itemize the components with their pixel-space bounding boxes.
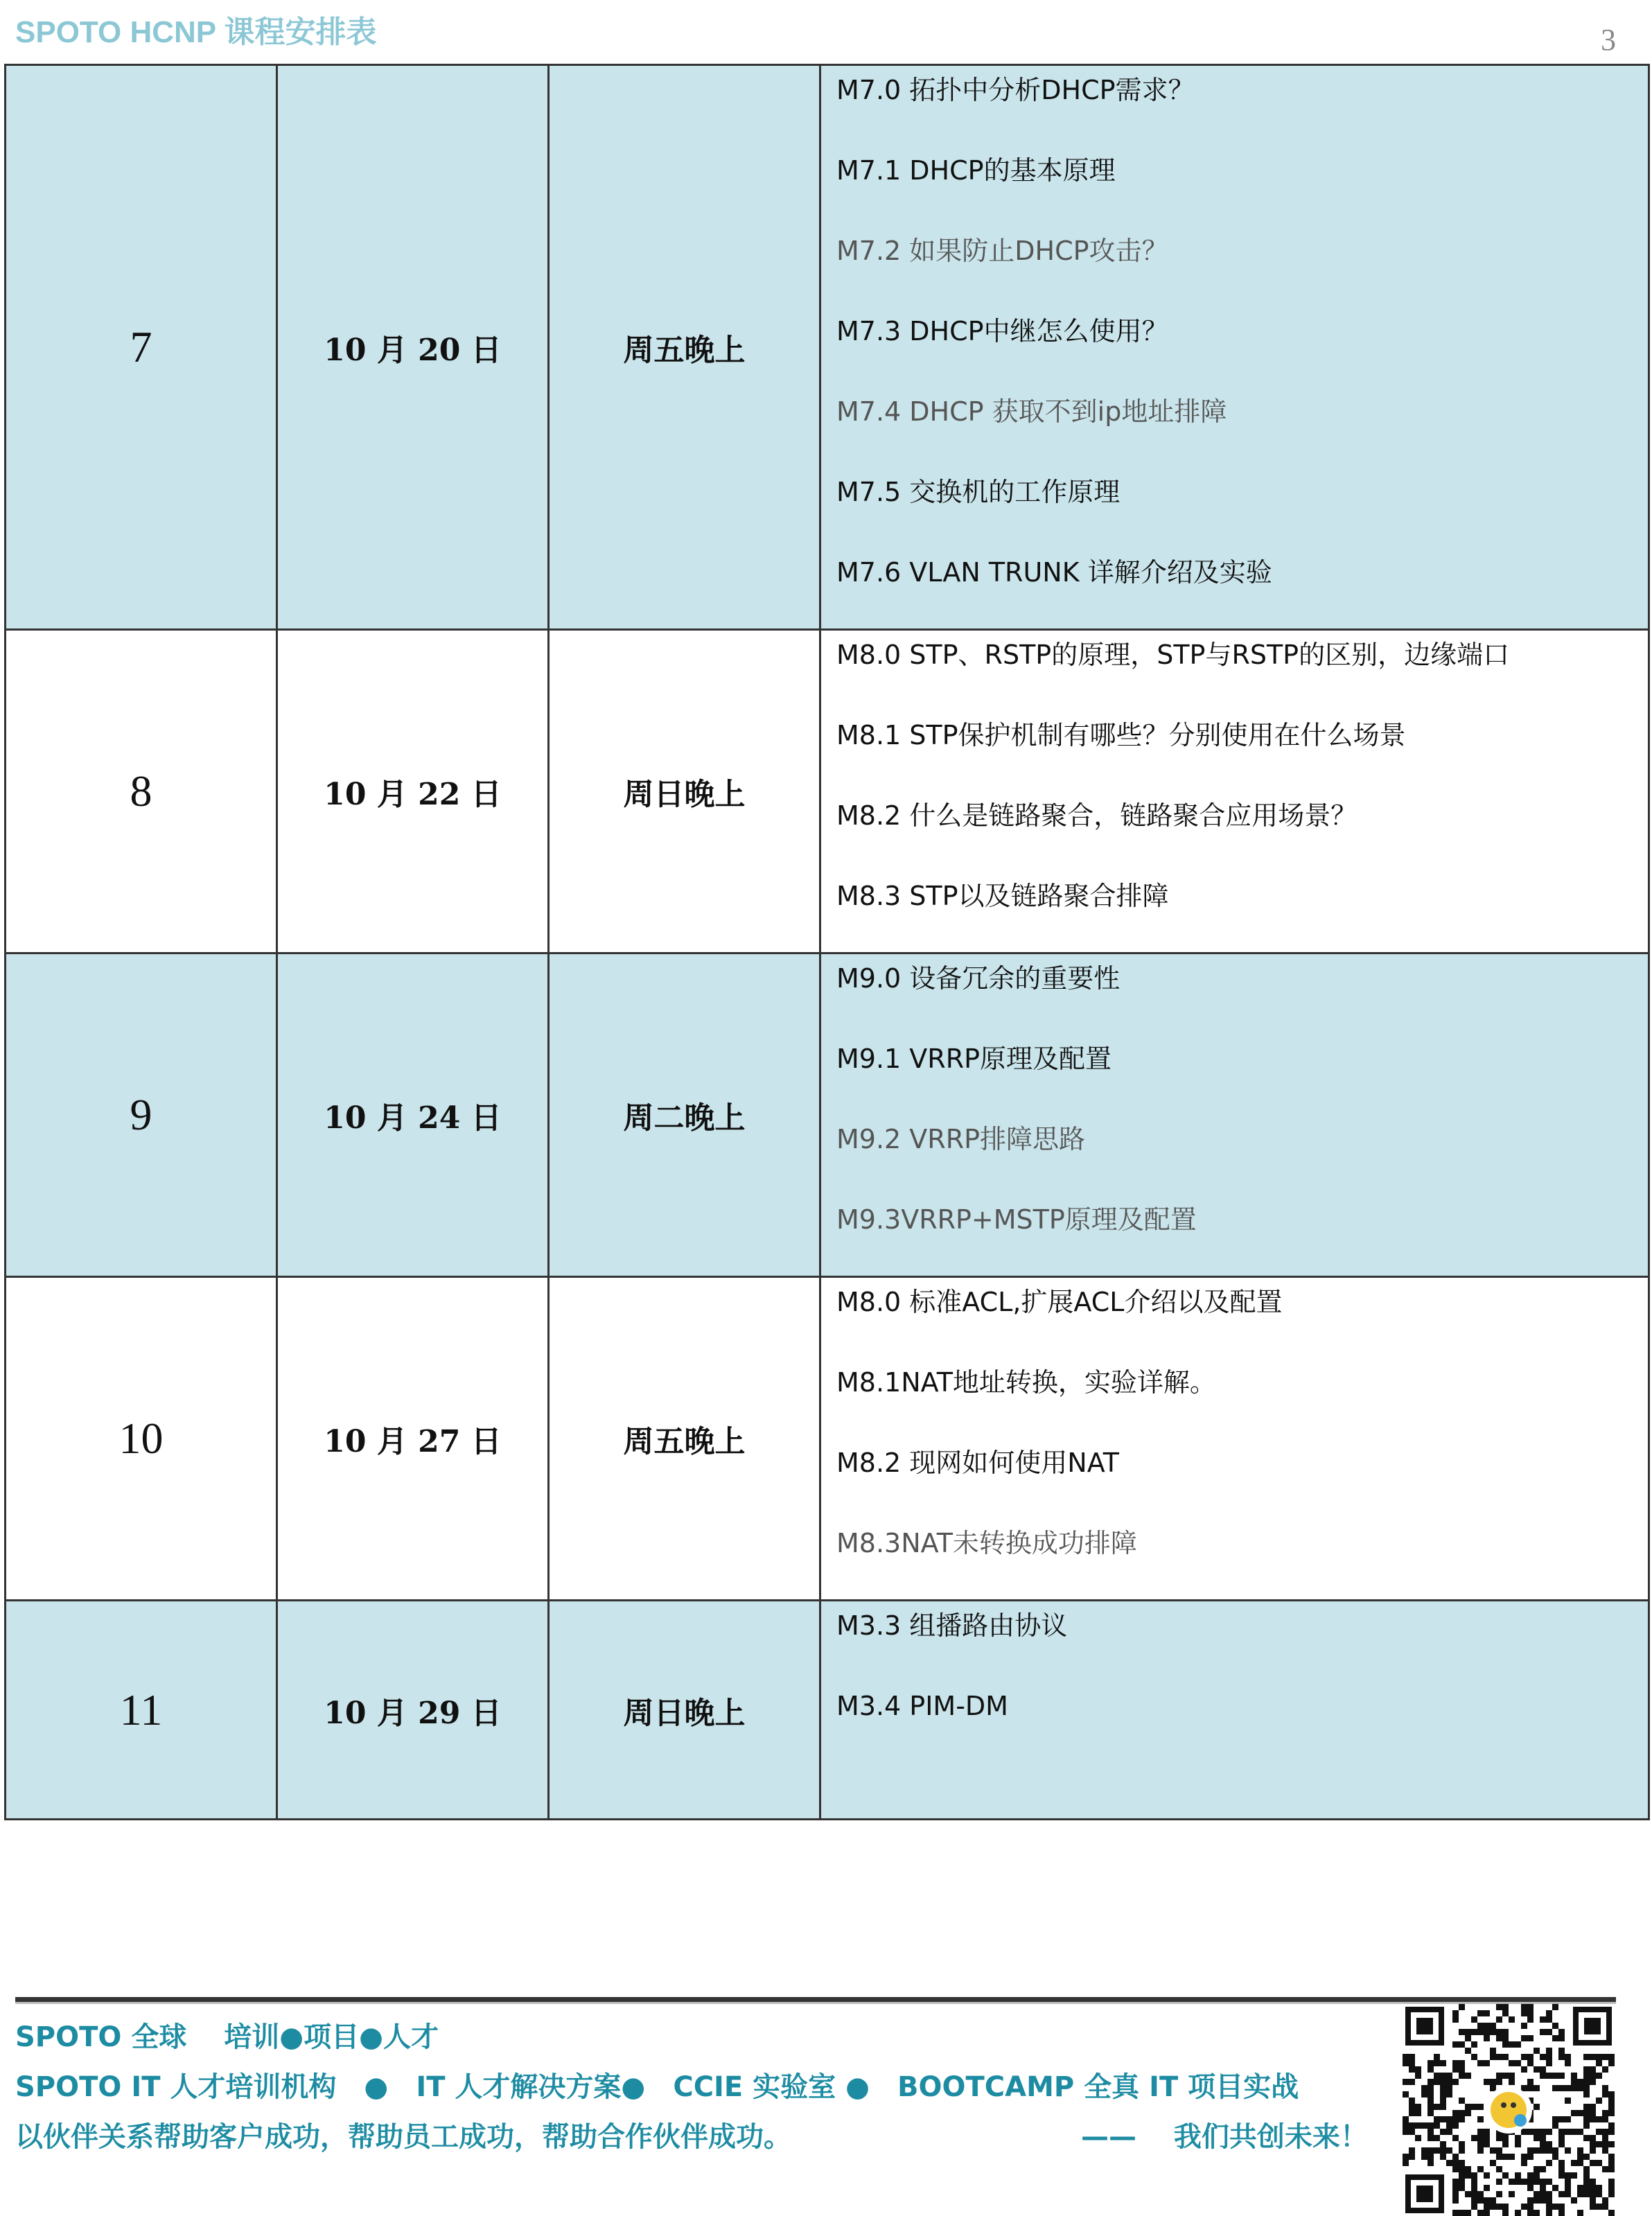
session-date: 10 月 22 日 [277, 630, 549, 953]
session-number: 7 [6, 65, 277, 630]
qr-code-icon [1403, 2004, 1615, 2216]
topic-list [820, 65, 1649, 630]
topic-list [820, 1601, 1649, 1820]
topic-item: M8.2 什么是链路聚合，链路聚合应用场景？ [836, 800, 1357, 831]
topic-list [820, 1277, 1649, 1601]
session-number: 10 [6, 1277, 277, 1601]
topic-item: M3.4 PIM-DM [836, 1691, 1008, 1721]
session-day: 周二晚上 [549, 953, 820, 1277]
topic-item: M8.0 STP、RSTP的原理，STP与RSTP的区别，边缘端口 [836, 640, 1510, 670]
topic-item: M8.3 STP以及链路聚合排障 [836, 881, 1169, 911]
session-date: 10 月 27 日 [277, 1277, 549, 1601]
footer-divider [15, 1997, 1616, 2004]
session-number: 8 [6, 630, 277, 953]
topic-item: M7.1 DHCP的基本原理 [836, 155, 1116, 186]
topic-list [820, 630, 1649, 953]
topic-list [820, 953, 1649, 1277]
table-row [6, 1277, 1649, 1601]
session-day: 周五晚上 [549, 65, 820, 630]
footer-slogan: —— 我们共创未来！ [1081, 2121, 1368, 2153]
topic-item: M8.1NAT地址转换，实验详解。 [836, 1367, 1216, 1398]
session-day: 周日晚上 [549, 630, 820, 953]
session-date: 10 月 29 日 [277, 1601, 549, 1820]
table-row [6, 1601, 1649, 1820]
topic-item: M8.2 现网如何使用NAT [836, 1448, 1119, 1478]
topic-item: M7.6 VLAN TRUNK 详解介绍及实验 [836, 557, 1272, 588]
session-day: 周五晚上 [549, 1277, 820, 1601]
page-number: 3 [1601, 23, 1616, 57]
table-row [6, 953, 1649, 1277]
topic-item: M9.1 VRRP原理及配置 [836, 1044, 1112, 1074]
topic-item: M8.1 STP保护机制有哪些？分别使用在什么场景 [836, 720, 1406, 750]
topic-item: M8.0 标准ACL,扩展ACL介绍以及配置 [836, 1287, 1283, 1317]
footer-tagline: SPOTO 全球 培训●项目●人才 [15, 2021, 439, 2053]
footer-services: SPOTO IT 人才培训机构 ● IT 人才解决方案● CCIE 实验室 ● BOOTCAMP 全真 IT 项目实战 [15, 2071, 1299, 2103]
session-date: 10 月 20 日 [277, 65, 549, 630]
topic-item: M9.2 VRRP排障思路 [836, 1124, 1086, 1154]
topic-item: M9.0 设备冗余的重要性 [836, 963, 1121, 994]
session-number: 11 [6, 1601, 277, 1820]
topic-item: M7.3 DHCP中继怎么使用？ [836, 316, 1168, 346]
topic-item: M3.3 组播路由协议 [836, 1610, 1068, 1641]
header-title: SPOTO HCNP 课程安排表 [15, 15, 377, 49]
topic-item: M7.2 如果防止DHCP攻击？ [836, 236, 1168, 266]
session-number: 9 [6, 953, 277, 1277]
topic-item: M8.3NAT未转换成功排障 [836, 1528, 1137, 1558]
table-row [6, 630, 1649, 953]
schedule-table [4, 64, 1650, 1820]
footer-mission: 以伙伴关系帮助客户成功，帮助员工成功，帮助合作伙伴成功。 [15, 2121, 791, 2153]
session-day: 周日晚上 [549, 1601, 820, 1820]
topic-item: M7.0 拓扑中分析DHCP需求？ [836, 75, 1195, 105]
topic-item: M7.4 DHCP 获取不到ip地址排障 [836, 396, 1227, 427]
session-date: 10 月 24 日 [277, 953, 549, 1277]
table-row [6, 65, 1649, 630]
topic-item: M7.5 交换机的工作原理 [836, 477, 1121, 507]
topic-item: M9.3VRRP+MSTP原理及配置 [836, 1204, 1197, 1235]
